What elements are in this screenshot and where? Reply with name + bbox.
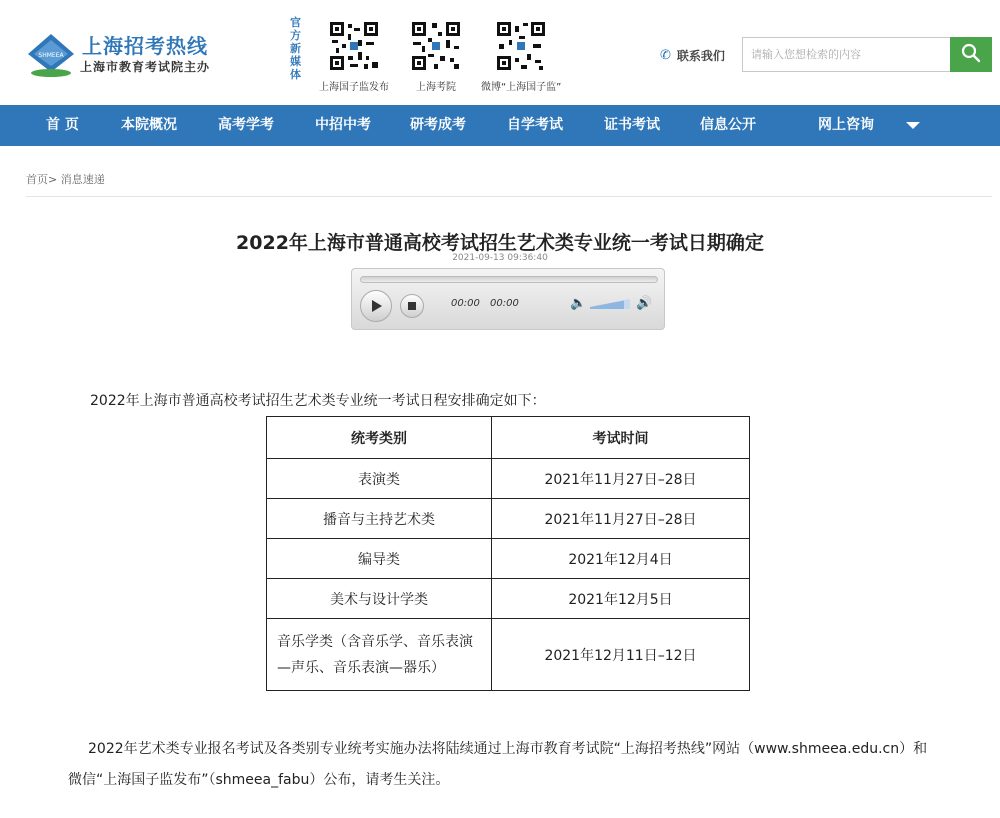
nav-item-gaokao[interactable]: 高考学考 bbox=[218, 117, 274, 133]
table-row bbox=[267, 619, 750, 691]
stop-button[interactable] bbox=[400, 294, 424, 318]
qr-label: 上海考院 bbox=[416, 82, 456, 93]
table-cell-time: 2021年11月27日–28日 bbox=[492, 459, 750, 499]
nav-item-zhongkao[interactable]: 中招中考 bbox=[315, 117, 371, 133]
qr-code-icon bbox=[410, 20, 462, 72]
search-button[interactable] bbox=[950, 37, 992, 72]
nav-item-consult[interactable]: 网上咨询 bbox=[818, 117, 874, 133]
qr-code-icon bbox=[328, 20, 380, 72]
play-button[interactable] bbox=[360, 290, 392, 322]
breadcrumb-home-link[interactable]: 首页 bbox=[26, 173, 48, 186]
table-header-time: 考试时间 bbox=[492, 417, 750, 459]
table-cell-category: 表演类 bbox=[267, 459, 492, 499]
table-row bbox=[267, 459, 750, 499]
search-icon bbox=[961, 43, 981, 63]
nav-more-dropdown-icon[interactable] bbox=[906, 122, 920, 129]
exam-schedule-table bbox=[266, 416, 750, 691]
table-row bbox=[267, 579, 750, 619]
table-cell-category: 美术与设计学类 bbox=[267, 579, 492, 619]
table-header-category: 统考类别 bbox=[267, 417, 492, 459]
logo-subtitle: 上海市教育考试院主办 bbox=[80, 60, 211, 74]
qr-code-kaoyuan[interactable] bbox=[410, 20, 462, 93]
audio-current-time: 00:00 bbox=[451, 298, 480, 309]
qr-label: 上海国子监发布 bbox=[319, 82, 389, 93]
search-input[interactable] bbox=[743, 38, 950, 71]
table-cell-time: 2021年12月11日–12日 bbox=[492, 619, 750, 691]
logo-title: 上海招考热线 bbox=[82, 34, 208, 58]
nav-item-certificate[interactable]: 证书考试 bbox=[604, 117, 660, 133]
breadcrumb-current-link[interactable]: 消息速递 bbox=[60, 173, 105, 186]
qr-code-weibo[interactable] bbox=[481, 20, 561, 93]
table-row bbox=[267, 539, 750, 579]
nav-item-home[interactable]: 首 页 bbox=[46, 117, 79, 133]
table-cell-category: 编导类 bbox=[267, 539, 492, 579]
qr-code-icon bbox=[495, 20, 547, 72]
breadcrumb-separator: > bbox=[48, 173, 58, 186]
main-nav bbox=[0, 105, 1000, 146]
site-logo[interactable] bbox=[26, 28, 216, 80]
nav-item-disclosure[interactable]: 信息公开 bbox=[700, 117, 756, 133]
table-header-row bbox=[267, 417, 750, 459]
audio-duration: 00:00 bbox=[490, 298, 519, 309]
mute-icon[interactable]: 🔈 bbox=[570, 296, 587, 311]
nav-item-about[interactable]: 本院概况 bbox=[121, 117, 177, 133]
closing-text: 2022年艺术类专业报名考试及各类别专业统考实施办法将陆续通过上海市教育考试院“上海招考热线”网站（www.shmeea.edu.cn）和微信“上海国子监发布”（shmeea_fabu）公布，请考生关注。 bbox=[68, 741, 928, 788]
qr-label: 微博“上海国子监” bbox=[481, 82, 562, 93]
site-header bbox=[0, 0, 1000, 105]
svg-text:SHMEEA: SHMEEA bbox=[38, 52, 64, 59]
audio-player bbox=[351, 268, 665, 330]
nav-item-yankao[interactable]: 研考成考 bbox=[410, 117, 466, 133]
play-icon bbox=[370, 300, 382, 312]
stop-icon bbox=[408, 302, 416, 310]
phone-icon: ✆ bbox=[660, 48, 671, 63]
article-date: 2021-09-13 09:36:40 bbox=[452, 253, 548, 263]
breadcrumb bbox=[26, 171, 105, 187]
table-cell-time: 2021年12月5日 bbox=[492, 579, 750, 619]
table-cell-category: 音乐学类（含音乐学、音乐表演—声乐、音乐表演—器乐） bbox=[267, 619, 492, 691]
article-closing-paragraph bbox=[68, 734, 938, 796]
new-media-label: 官方新媒体 bbox=[290, 16, 301, 81]
table-cell-time: 2021年11月27日–28日 bbox=[492, 499, 750, 539]
contact-us-link[interactable] bbox=[660, 47, 725, 64]
table-cell-time: 2021年12月4日 bbox=[492, 539, 750, 579]
nav-item-zixue[interactable]: 自学考试 bbox=[507, 117, 563, 133]
table-row bbox=[267, 499, 750, 539]
article-title: 2022年上海市普通高校考试招生艺术类专业统一考试日期确定 bbox=[236, 232, 764, 254]
shmeea-logo-icon bbox=[26, 32, 76, 78]
contact-us-label: 联系我们 bbox=[676, 49, 725, 63]
volume-max-icon[interactable]: 🔊 bbox=[636, 296, 653, 311]
qr-code-wechat-fabu[interactable] bbox=[319, 20, 389, 93]
table-cell-category: 播音与主持艺术类 bbox=[267, 499, 492, 539]
audio-progress-track[interactable] bbox=[360, 276, 658, 283]
volume-slider[interactable] bbox=[590, 299, 630, 309]
breadcrumb-divider bbox=[26, 196, 992, 197]
search-box bbox=[742, 37, 992, 72]
article-intro: 2022年上海市普通高校考试招生艺术类专业统一考试日程安排确定如下： bbox=[90, 393, 546, 409]
